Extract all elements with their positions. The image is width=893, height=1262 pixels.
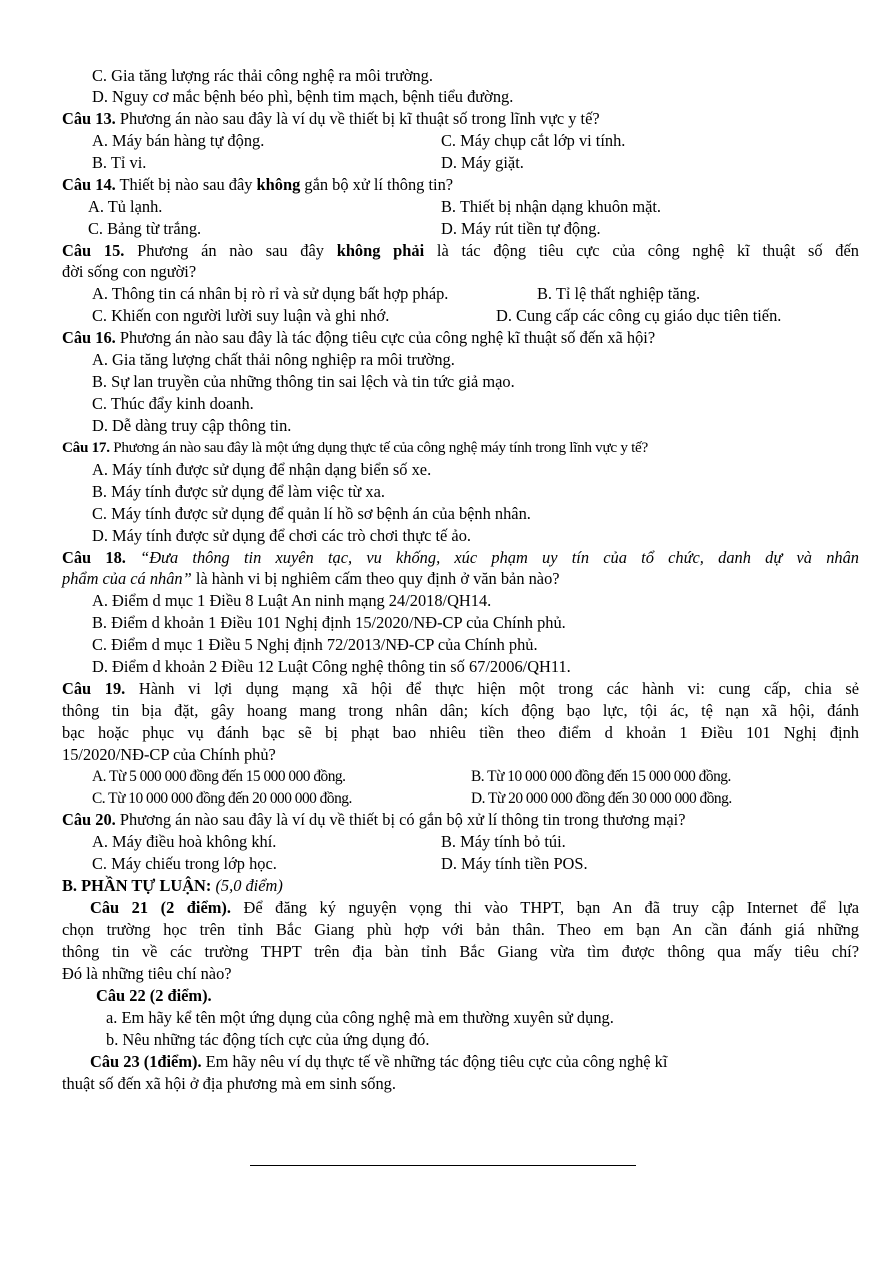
q15-option-b: B. Tỉ lệ thất nghiệp tăng. xyxy=(537,284,701,303)
question-21-line-4: Đó là những tiêu chí nào? xyxy=(62,964,232,983)
emphasis-text: không xyxy=(256,175,301,194)
question-label: Câu 19. xyxy=(62,679,126,698)
q13-option-a: A. Máy bán hàng tự động. xyxy=(92,131,265,150)
question-text: Hành vi lợi dụng mạng xã hội để thực hiện một trong các hành vi: cung cấp, chia sẻ xyxy=(125,679,859,698)
question-23-line-2: thuật số đến xã hội ở địa phương mà em sinh sống. xyxy=(62,1074,396,1093)
q20-option-a: A. Máy điều hoà không khí. xyxy=(92,832,277,851)
q16-option-c: C. Thúc đẩy kinh doanh. xyxy=(92,394,254,413)
question-text: gắn bộ xử lí thông tin? xyxy=(300,175,454,194)
q17-option-a: A. Máy tính được sử dụng để nhận dạng biển số xe. xyxy=(92,460,432,479)
question-19-line-2: thông tin bịa đặt, gây hoang mang trong nhân dân; kích động bạo lực, tội ác, tệ nạn xã hội, đánh xyxy=(62,701,859,720)
q12-option-c: C. Gia tăng lượng rác thải công nghệ ra môi trường. xyxy=(92,66,433,85)
q13-option-d: D. Máy giặt. xyxy=(441,153,524,172)
q20-option-d: D. Máy tính tiền POS. xyxy=(441,854,588,873)
section-title: B. PHẦN TỰ LUẬN: xyxy=(62,876,212,895)
section-heading xyxy=(62,876,283,896)
question-text: là tác động tiêu cực của công nghệ kĩ thuật số đến xyxy=(424,241,859,260)
question-19 xyxy=(62,679,859,699)
question-text: Phương án nào sau đây là ví dụ về thiết bị có gắn bộ xử lí thông tin trong thương mại? xyxy=(115,810,686,829)
q17-option-b: B. Máy tính được sử dụng để làm việc từ xa. xyxy=(92,482,385,501)
q18-option-a: A. Điểm d mục 1 Điều 8 Luật An ninh mạng 24/2018/QH14. xyxy=(92,591,492,610)
q14-option-c: C. Bảng từ trắng. xyxy=(88,219,202,238)
end-rule xyxy=(250,1165,636,1166)
question-text: Phương án nào sau đây là tác động tiêu cực của công nghệ kĩ thuật số đến xã hội? xyxy=(115,328,656,347)
emphasis-text: không phải xyxy=(336,241,425,260)
q15-option-d: D. Cung cấp các công cụ giáo dục tiên tiến. xyxy=(496,306,782,325)
question-label: Câu 15. xyxy=(62,241,125,260)
q19-option-a: A. Từ 5 000 000 đồng đến 15 000 000 đồng. xyxy=(92,768,346,785)
q15-option-a: A. Thông tin cá nhân bị rò rỉ và sử dụng bất hợp pháp. xyxy=(92,284,449,303)
q18-option-b: B. Điểm d khoản 1 Điều 101 Nghị định 15/2020/NĐ-CP của Chính phủ. xyxy=(92,613,566,632)
q20-option-c: C. Máy chiếu trong lớp học. xyxy=(92,854,277,873)
q14-option-b: B. Thiết bị nhận dạng khuôn mặt. xyxy=(441,197,662,216)
quoted-text: “Đưa thông tin xuyên tạc, vu khống, xúc phạm uy tín của tổ chức, danh dự và nhân xyxy=(125,548,859,567)
question-text: Phương án nào sau đây là một ứng dụng thực tế của công nghệ máy tính trong lĩnh vực y tế? xyxy=(109,439,648,456)
q14-option-d: D. Máy rút tiền tự động. xyxy=(441,219,601,238)
question-text: Để đăng ký nguyện vọng thi vào THPT, bạn An đã truy cập Internet để lựa xyxy=(230,898,859,917)
question-text: Phương án nào sau đây là ví dụ về thiết bị kĩ thuật số trong lĩnh vực y tế? xyxy=(115,109,600,128)
q18-option-c: C. Điểm d mục 1 Điều 5 Nghị định 72/2013/NĐ-CP của Chính phủ. xyxy=(92,635,538,654)
question-21 xyxy=(62,898,859,918)
q17-option-d: D. Máy tính được sử dụng để chơi các trò chơi thực tế ảo. xyxy=(92,526,472,545)
question-19-line-3: bạc hoặc phục vụ đánh bạc sẽ bị phạt bao nhiêu tiền theo điểm d khoản 1 Điều 101 Nghị định xyxy=(62,723,859,742)
question-text: Phương án nào sau đây xyxy=(124,241,337,260)
question-18 xyxy=(62,548,859,568)
question-23 xyxy=(62,1052,667,1072)
q19-option-b: B. Từ 10 000 000 đồng đến 15 000 000 đồng. xyxy=(471,768,731,785)
question-21-line-3: thông tin về các trường THPT trên địa bàn tỉnh Bắc Giang vừa tìm được thông qua mấy tiêu chí? xyxy=(62,942,859,961)
question-19-line-4: 15/2020/NĐ-CP của Chính phủ? xyxy=(62,745,276,764)
q19-option-d: D. Từ 20 000 000 đồng đến 30 000 000 đồng. xyxy=(471,790,732,807)
question-label: Câu 16. xyxy=(62,328,116,347)
question-text: là hành vi bị nghiêm cấm theo quy định ở văn bản nào? xyxy=(191,569,560,588)
question-18-continued xyxy=(62,569,560,589)
question-label: Câu 21 (2 điểm). xyxy=(90,898,231,917)
quoted-text: phẩm của cá nhân” xyxy=(62,569,192,588)
q20-option-b: B. Máy tính bỏ túi. xyxy=(441,832,566,851)
question-text: Thiết bị nào sau đây xyxy=(115,175,257,194)
question-15-continued: đời sống con người? xyxy=(62,262,197,281)
question-13 xyxy=(62,109,600,129)
q12-option-d: D. Nguy cơ mắc bệnh béo phì, bệnh tim mạch, bệnh tiểu đường. xyxy=(92,87,514,106)
q14-option-a: A. Tủ lạnh. xyxy=(88,197,163,216)
q17-option-c: C. Máy tính được sử dụng để quản lí hồ sơ bệnh án của bệnh nhân. xyxy=(92,504,531,523)
question-label: Câu 14. xyxy=(62,175,116,194)
question-label: Câu 18. xyxy=(62,548,126,567)
question-14 xyxy=(62,175,453,195)
question-label: Câu 13. xyxy=(62,109,116,128)
q15-option-c: C. Khiến con người lười suy luận và ghi nhớ. xyxy=(92,306,390,325)
question-label: Câu 22 (2 điểm). xyxy=(96,986,212,1005)
q13-option-b: B. Tỉ vi. xyxy=(92,153,147,172)
section-points: (5,0 điểm) xyxy=(211,876,283,895)
q16-option-d: D. Dễ dàng truy cập thông tin. xyxy=(92,416,292,435)
q22-part-b: b. Nêu những tác động tích cực của ứng dụng đó. xyxy=(106,1030,430,1049)
question-label: Câu 20. xyxy=(62,810,116,829)
question-21-line-2: chọn trường học trên tỉnh Bắc Giang phù hợp với bản thân. Theo em bạn An cần đánh giá những xyxy=(62,920,859,939)
question-22 xyxy=(96,986,212,1006)
question-15 xyxy=(62,241,859,261)
q16-option-b: B. Sự lan truyền của những thông tin sai lệch và tin tức giả mạo. xyxy=(92,372,515,391)
question-label: Câu 23 (1điểm). xyxy=(90,1052,202,1071)
question-text: Em hãy nêu ví dụ thực tế về những tác động tiêu cực của công nghệ kĩ xyxy=(201,1052,668,1071)
q13-option-c: C. Máy chụp cắt lớp vi tính. xyxy=(441,131,626,150)
question-20 xyxy=(62,810,686,830)
question-17 xyxy=(62,438,648,458)
question-label: Câu 17. xyxy=(62,439,110,456)
q22-part-a: a. Em hãy kể tên một ứng dụng của công nghệ mà em thường xuyên sử dụng. xyxy=(106,1008,614,1027)
q16-option-a: A. Gia tăng lượng chất thải nông nghiệp ra môi trường. xyxy=(92,350,455,369)
q19-option-c: C. Từ 10 000 000 đồng đến 20 000 000 đồng. xyxy=(92,790,352,807)
q18-option-d: D. Điểm d khoản 2 Điều 12 Luật Công nghệ thông tin số 67/2006/QH11. xyxy=(92,657,571,676)
question-16 xyxy=(62,328,655,348)
